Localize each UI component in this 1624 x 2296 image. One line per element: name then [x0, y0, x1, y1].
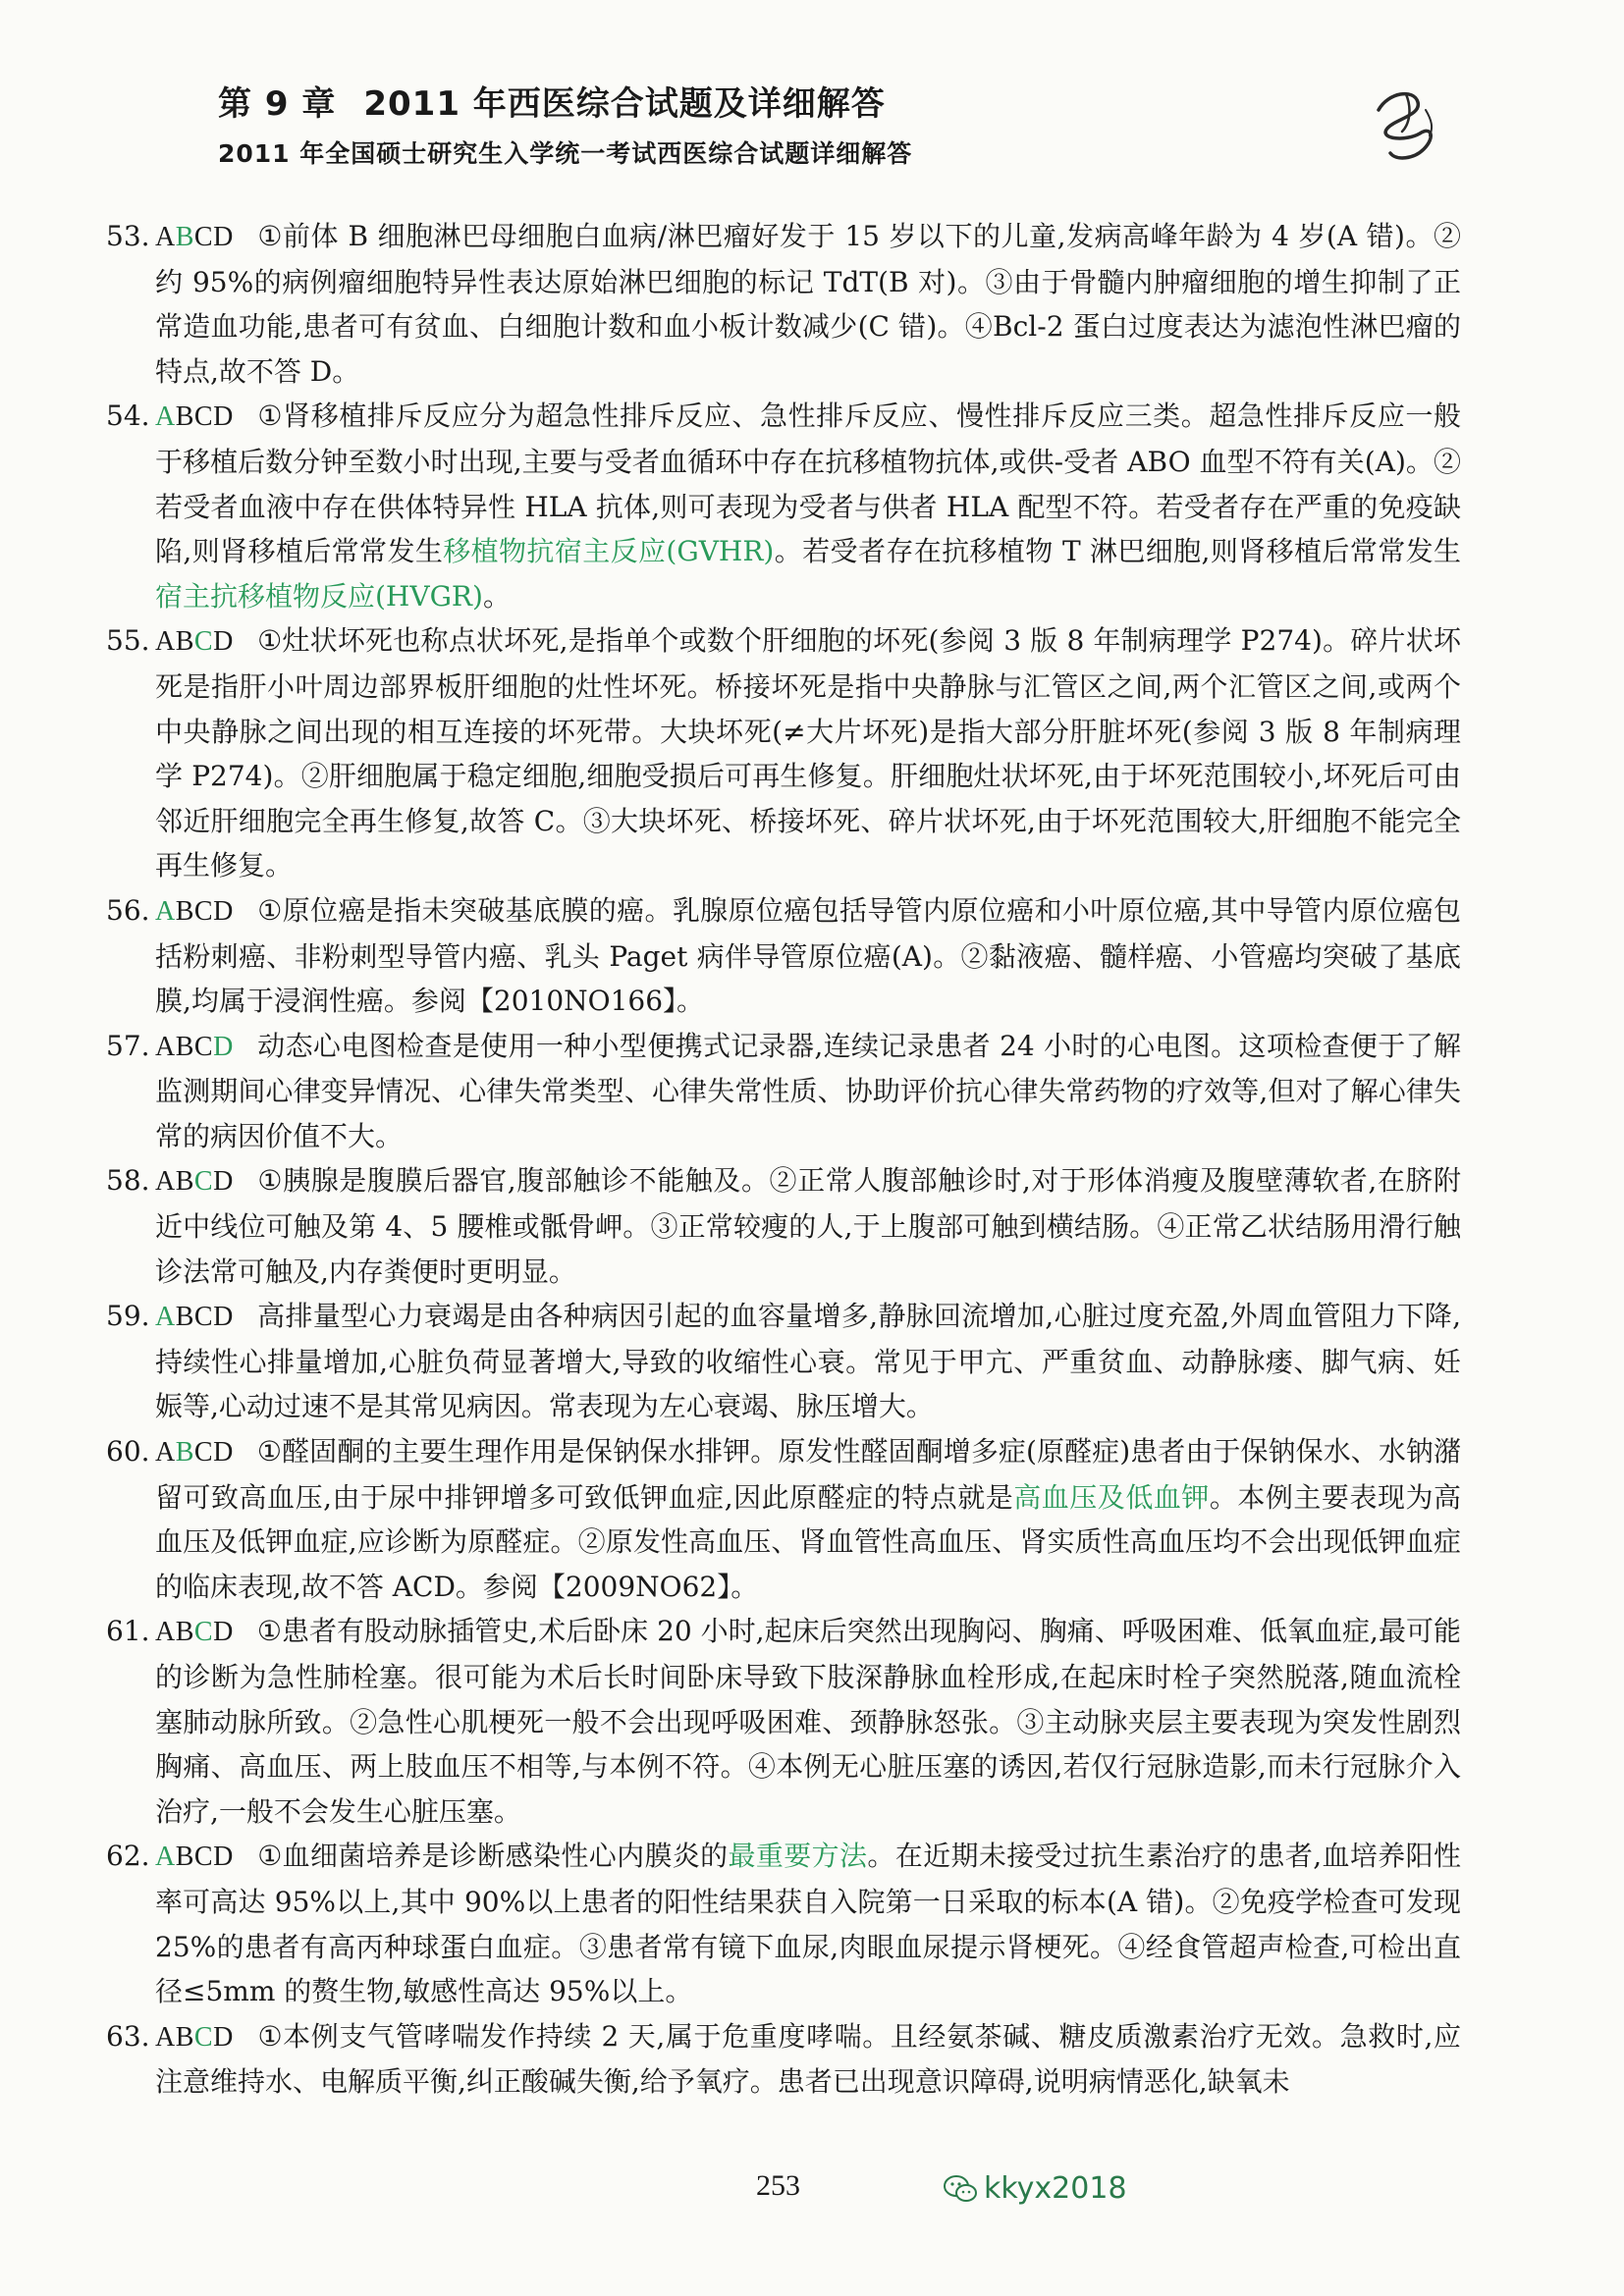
- option-d: D: [213, 895, 234, 927]
- page-header: [218, 77, 912, 170]
- option-c-correct: C: [193, 626, 214, 658]
- option-c: C: [193, 1842, 214, 1873]
- answer-options: [155, 2022, 234, 2053]
- answer-options: [155, 222, 234, 252]
- question-number: 56.: [106, 893, 150, 927]
- option-d: D: [213, 401, 234, 433]
- question-54: [106, 394, 1461, 618]
- question-55: [106, 618, 1461, 888]
- explanation-cont: 。若受者存在抗移植物 T 淋巴细胞,则肾移植后常常发生: [774, 535, 1462, 568]
- option-c-correct: C: [193, 1617, 214, 1648]
- calligraphy-logo-icon: [1367, 80, 1445, 169]
- option-a: A: [155, 2021, 176, 2053]
- question-number: 61.: [106, 1615, 150, 1648]
- question-62: [106, 1834, 1461, 2013]
- option-b: B: [175, 626, 194, 658]
- option-c: C: [193, 401, 214, 433]
- question-60: [106, 1429, 1461, 1609]
- option-c: C: [193, 222, 214, 252]
- highlight-term: 移植物抗宿主反应(GVHR): [443, 535, 775, 568]
- section-subtitle: 2011 年全国硕士研究生入学统一考试西医综合试题详细解答: [218, 139, 913, 168]
- chapter-title: 2011 年西医综合试题及详细解答: [363, 84, 886, 124]
- option-d-correct: D: [213, 1031, 234, 1062]
- option-d: D: [213, 1302, 234, 1333]
- answer-options: [155, 896, 234, 927]
- explanation: ①原位癌是指未突破基底膜的癌。乳腺原位癌包括导管内原位癌和小叶原位癌,其中导管内原位癌包括粉刺癌、非粉刺型导管内癌、乳头 Paget 病伴导管原位癌(A)。②黏液癌、髓样癌、小管癌均突破了基底膜,均属于浸润性癌。参阅【2010NO166】。: [155, 893, 1461, 1018]
- option-b: B: [175, 1031, 194, 1062]
- option-c-correct: C: [193, 1166, 214, 1198]
- explanation: ①胰腺是腹膜后器官,腹部触诊不能触及。②正常人腹部触诊时,对于形体消瘦及腹壁薄软者,在脐附近中线位可触及第 4、5 腰椎或骶骨岬。③正常较瘦的人,于上腹部可触到横结肠。④正常乙状结肠用滑行触诊法常可触及,内存粪便时更明显。: [155, 1164, 1461, 1288]
- option-d: D: [213, 2021, 234, 2053]
- chapter-number: 第 9 章: [218, 84, 337, 124]
- option-c: C: [193, 1437, 214, 1468]
- question-63: [106, 2014, 1461, 2105]
- option-d: D: [213, 1166, 234, 1198]
- highlight-term: 宿主抗移植物反应(HVGR): [155, 579, 483, 613]
- answer-options: [155, 1842, 234, 1872]
- explanation: ①血细菌培养是诊断感染性心内膜炎的: [256, 1840, 729, 1873]
- question-number: 62.: [106, 1840, 150, 1873]
- answer-options: [155, 1437, 234, 1468]
- option-c: C: [193, 1031, 214, 1062]
- question-56: [106, 888, 1461, 1024]
- question-number: 53.: [106, 220, 150, 252]
- answer-list: [106, 214, 1461, 2105]
- option-a: A: [155, 1166, 176, 1198]
- explanation-cont: 。在近期未接受过抗生素治疗的患者,血培养阳性率可高达 95%以上,其中 90%以上患者的阳性结果获自入院第一日采取的标本(A 错)。②免疫学检查可发现 25%的患者有高丙种球蛋白血症。③患者常有镜下血尿,肉眼血尿提示肾梗死。④经食管超声检查,可检出直径≤5mm 的赘生物,敏感性高达 95%以上。: [155, 1840, 1461, 2008]
- option-c: C: [193, 1302, 214, 1333]
- question-59: [106, 1294, 1461, 1429]
- option-a: A: [155, 1031, 176, 1062]
- question-61: [106, 1609, 1461, 1834]
- option-a-correct: A: [155, 895, 176, 927]
- highlight-term: 高血压及低血钾: [1013, 1480, 1210, 1514]
- question-53: [106, 214, 1461, 394]
- answer-options: [155, 1302, 234, 1332]
- question-number: 57.: [106, 1029, 150, 1062]
- page-number: 253: [756, 2169, 800, 2202]
- option-a-correct: A: [155, 1842, 176, 1873]
- option-b-correct: B: [175, 222, 194, 252]
- explanation: ①前体 B 细胞淋巴母细胞白血病/淋巴瘤好发于 15 岁以下的儿童,发病高峰年龄为 4 岁(A 错)。②约 95%的病例瘤细胞特异性表达原始淋巴细胞的标记 TdT(B 对)。③由于骨髓内肿瘤细胞的增生抑制了正常造血功能,患者可有贫血、白细胞计数和血小板计数减少(C 错)。④Bcl-2 蛋白过度表达为滤泡性淋巴瘤的特点,故不答 D。: [155, 220, 1461, 388]
- option-a: A: [155, 1617, 176, 1648]
- option-b-correct: B: [175, 1437, 194, 1468]
- question-number: 59.: [106, 1300, 150, 1333]
- answer-options: [155, 1032, 234, 1062]
- option-b: B: [175, 1617, 194, 1648]
- watermark: [943, 2171, 1127, 2206]
- option-b: B: [175, 401, 194, 433]
- option-a: A: [155, 222, 176, 252]
- option-c-correct: C: [193, 2021, 214, 2053]
- question-number: 55.: [106, 624, 150, 658]
- option-a: A: [155, 626, 176, 658]
- option-d: D: [213, 222, 234, 252]
- question-number: 60.: [106, 1435, 150, 1468]
- question-number: 58.: [106, 1164, 150, 1198]
- highlight-term: 最重要方法: [728, 1840, 868, 1873]
- answer-options: [155, 401, 234, 432]
- explanation-end: 。: [482, 579, 511, 613]
- option-b: B: [175, 1842, 194, 1873]
- option-b: B: [175, 1302, 194, 1333]
- option-d: D: [213, 1617, 234, 1648]
- explanation: ①肾移植排斥反应分为超急性排斥反应、急性排斥反应、慢性排斥反应三类。超急性排斥反应一般于移植后数分钟至数小时出现,主要与受者血循环中存在抗移植物抗体,或供-受者 ABO 血型不符有关(A)。②若受者血液中存在供体特异性 HLA 抗体,则可表现为受者与供者 HLA 配型不符。若受者存在严重的免疫缺陷,则肾移植后常常发生: [155, 400, 1461, 568]
- explanation: ①灶状坏死也称点状坏死,是指单个或数个肝细胞的坏死(参阅 3 版 8 年制病理学 P274)。碎片状坏死是指肝小叶周边部界板肝细胞的灶性坏死。桥接坏死是指中央静脉与汇管区之间,两个汇管区之间,或两个中央静脉之间出现的相互连接的坏死带。大块坏死(≠大片坏死)是指大部分肝脏坏死(参阅 3 版 8 年制病理学 P274)。②肝细胞属于稳定细胞,细胞受损后可再生修复。肝细胞灶状坏死,由于坏死范围较小,坏死后可由邻近肝细胞完全再生修复,故答 C。③大块坏死、桥接坏死、碎片状坏死,由于坏死范围较大,肝细胞不能完全再生修复。: [155, 624, 1461, 882]
- explanation: ①患者有股动脉插管史,术后卧床 20 小时,起床后突然出现胸闷、胸痛、呼吸困难、低氧血症,最可能的诊断为急性肺栓塞。很可能为术后长时间卧床导致下肢深静脉血栓形成,在起床时栓子突然脱落,随血流栓塞肺动脉所致。②急性心肌梗死一般不会出现呼吸困难、颈静脉怒张。③主动脉夹层主要表现为突发性剧烈胸痛、高血压、两上肢血压不相等,与本例不符。④本例无心脏压塞的诱因,若仅行冠脉造影,而未行冠脉介入治疗,一般不会发生心脏压塞。: [155, 1615, 1461, 1828]
- question-number: 63.: [106, 2019, 150, 2053]
- option-a-correct: A: [155, 1302, 176, 1333]
- option-b: B: [175, 1166, 194, 1198]
- option-d: D: [213, 626, 234, 658]
- answer-options: [155, 626, 234, 657]
- option-d: D: [213, 1437, 234, 1468]
- watermark-text: kkyx2018: [984, 2171, 1127, 2206]
- question-57: [106, 1024, 1461, 1159]
- option-d: D: [213, 1842, 234, 1873]
- explanation: ①本例支气管哮喘发作持续 2 天,属于危重度哮喘。且经氨茶碱、糖皮质激素治疗无效。急救时,应注意维持水、电解质平衡,纠正酸碱失衡,给予氧疗。患者已出现意识障碍,说明病情恶化,缺氧未: [155, 2019, 1461, 2099]
- explanation: ①醛固酮的主要生理作用是保钠保水排钾。原发性醛固酮增多症(原醛症)患者由于保钠保水、水钠潴留可致高血压,由于尿中排钾增多可致低钾血症,因此原醛症的特点就是: [155, 1435, 1461, 1514]
- question-number: 54.: [106, 400, 150, 433]
- explanation-cont: 。本例主要表现为高血压及低钾血症,应诊断为原醛症。②原发性高血压、肾血管性高血压、肾实质性高血压均不会出现低钾血症的临床表现,故不答 ACD。参阅【2009NO62】。: [155, 1480, 1461, 1603]
- option-b: B: [175, 895, 194, 927]
- wechat-icon: [943, 2174, 978, 2204]
- question-58: [106, 1158, 1461, 1294]
- option-a: A: [155, 1437, 176, 1468]
- chapter-heading: [218, 77, 912, 125]
- explanation: 高排量型心力衰竭是由各种病因引起的血容量增多,静脉回流增加,心脏过度充盈,外周血管阻力下降,持续性心排量增加,心脏负荷显著增大,导致的收缩性心衰。常见于甲亢、严重贫血、动静脉瘘、脚气病、妊娠等,心动过速不是其常见病因。常表现为左心衰竭、脉压增大。: [155, 1300, 1461, 1423]
- option-b: B: [175, 2021, 194, 2053]
- answer-options: [155, 1617, 234, 1647]
- explanation: 动态心电图检查是使用一种小型便携式记录器,连续记录患者 24 小时的心电图。这项检查便于了解监测期间心律变异情况、心律失常类型、心律失常性质、协助评价抗心律失常药物的疗效等,但对了解心律失常的病因价值不大。: [155, 1029, 1461, 1152]
- option-c: C: [193, 895, 214, 927]
- option-a-correct: A: [155, 401, 176, 433]
- answer-options: [155, 1166, 234, 1197]
